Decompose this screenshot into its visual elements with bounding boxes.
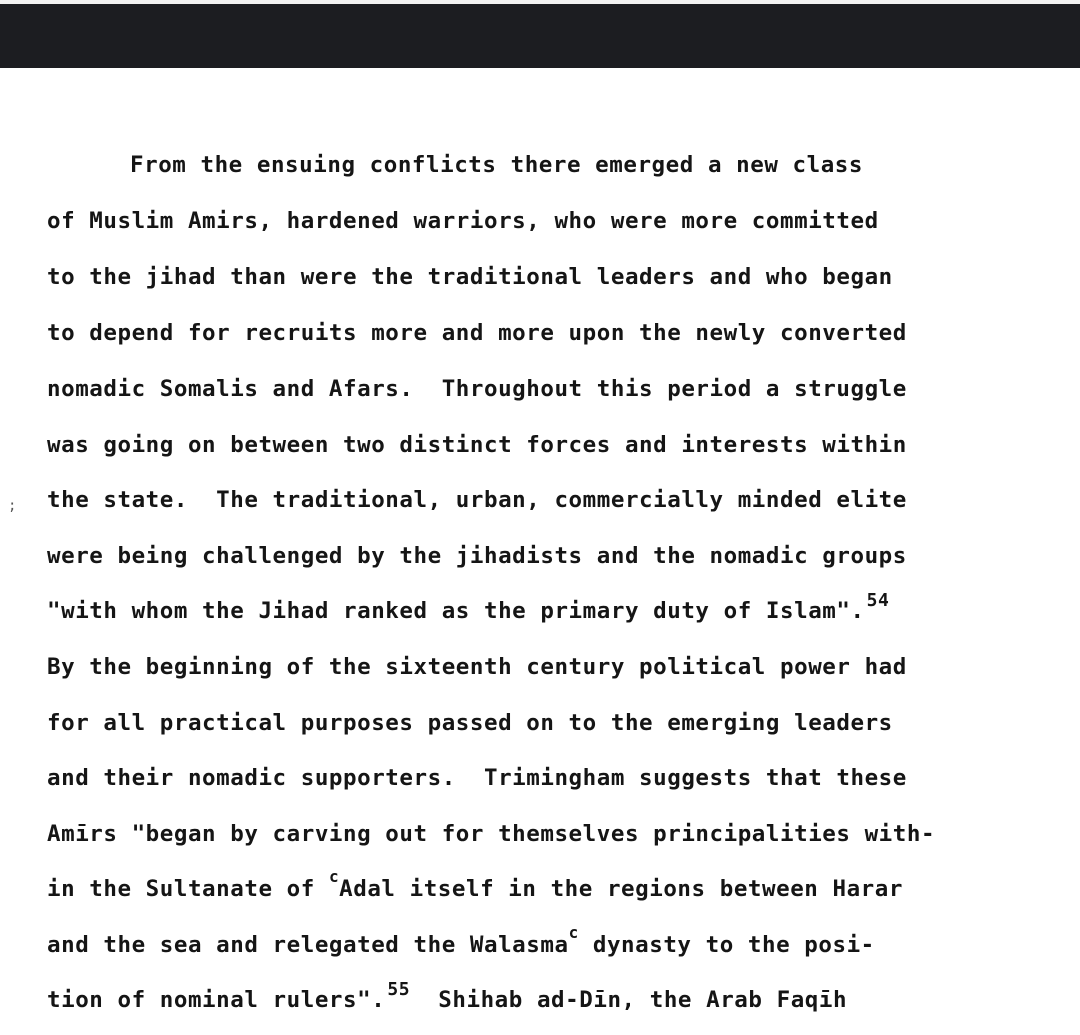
document-page	[0, 68, 1080, 1035]
text-line-11: for all practical purposes passed on to the emerging leaders	[47, 710, 893, 736]
text-line-3: to the jihad than were the traditional leaders and who began	[47, 264, 893, 290]
footnote-54: 54	[866, 590, 890, 611]
scan-speck: ;	[8, 498, 17, 514]
text-line-14-part-1: in the Sultanate of	[47, 876, 329, 902]
text-line-16-part-1: tion of nominal rulers".	[47, 987, 386, 1013]
text-line-2: of Muslim Amirs, hardened warriors, who were more committed	[47, 208, 879, 234]
text-line-8: were being challenged by the jihadists and the nomadic groups	[47, 543, 907, 569]
viewer-toolbar	[0, 0, 1080, 68]
text-line-9-body: "with whom the Jihad ranked as the primary duty of Islam".	[47, 598, 865, 624]
text-line-13: Amīrs "began by carving out for themselves principalities with-	[47, 821, 936, 847]
text-line-7: the state. The traditional, urban, commercially minded elite	[47, 487, 907, 513]
text-line-1: From the ensuing conflicts there emerged a new class	[130, 152, 863, 178]
footnote-55: 55	[387, 979, 411, 1000]
ayn-mark-1: c	[328, 867, 340, 886]
text-line-6: was going on between two distinct forces and interests within	[47, 432, 907, 458]
text-line-9	[47, 590, 890, 624]
text-line-16	[47, 979, 848, 1013]
text-line-10: By the beginning of the sixteenth century political power had	[47, 654, 907, 680]
text-line-4: to depend for recruits more and more upon the newly converted	[47, 320, 907, 346]
ayn-mark-2: c	[568, 923, 579, 942]
text-line-12: and their nomadic supporters. Trimingham suggests that these	[47, 765, 907, 791]
text-line-5: nomadic Somalis and Afars. Throughout this period a struggle	[47, 376, 907, 402]
text-line-15-part-1: and the sea and relegated the Walasma	[47, 932, 569, 958]
text-line-14-part-2: Adal itself in the regions between Harar	[339, 876, 903, 902]
text-line-15-part-2: dynasty to the posi-	[578, 932, 875, 958]
text-line-16-part-2: Shihab ad-Dīn, the Arab Faqīh	[410, 987, 848, 1013]
text-line-14	[47, 867, 903, 902]
text-line-15	[47, 923, 875, 958]
